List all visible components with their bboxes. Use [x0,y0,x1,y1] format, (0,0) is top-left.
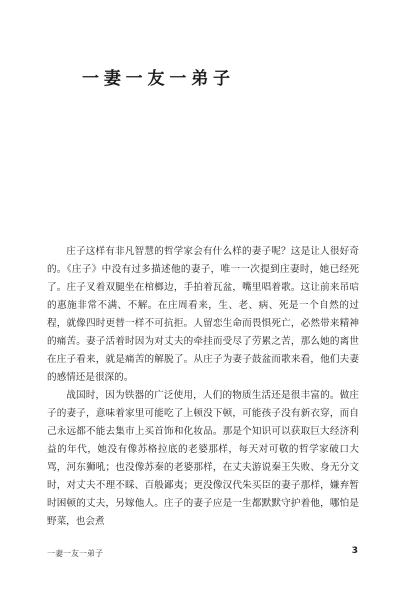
paragraph-1: 庄子这样有非凡智慧的哲学家会有什么样的妻子呢？这是让人很好奇的。《庄子》中没有过多描述他的妻子，唯一一次提到庄妻时，她已经死了。庄子叉着双腿坐在棺榔边，手拍着瓦盆，嘴里唱着歌。这让前来吊唁的惠施非常不满、不解。在庄周看来，生、老、病、死是一个自然的过程，就像四时更替一样不可抗拒。人留恋生命而畏惧死亡，必然带来精神的痛苦。妻子活着时因为对丈夫的牵挂而受尽了劳累之苦，那么她的离世在庄子看来，就是痛苦的解脱了。从庄子为妻子鼓盆而歌来看，他们夫妻的感情还是很深的。 [47,246,359,383]
chapter-title: 一 妻 一 友 一 弟 子 [82,69,232,89]
body-text [47,243,359,531]
page-number: 3 [351,546,358,556]
paragraph-2: 战国时，因为铁器的广泛使用，人们的物质生活还是很丰富的。做庄子的妻子，意味着家里可能吃了上顿没下顿，可能孩子没有新衣穿，而自己永远都不能去集市上买首饰和化妆品。那是个知识可以获取巨大经济利益的年代，她没有像苏格拉底的老婆那样，每天对可敬的哲学家破口大骂，河东狮吼；也没像苏秦的老婆那样，在丈夫游说秦王失败、身无分文时，对丈夫不理不睬、百般鄙夷；更没像汉代朱买臣的妻子那样，嫌弃暂时困顿的丈夫，另嫁他人。庄子的妻子应是一生都默默守护着他，哪怕是野菜，也会煮 [47,390,359,527]
running-footer-title: 一妻一友一弟子 [47,549,103,558]
